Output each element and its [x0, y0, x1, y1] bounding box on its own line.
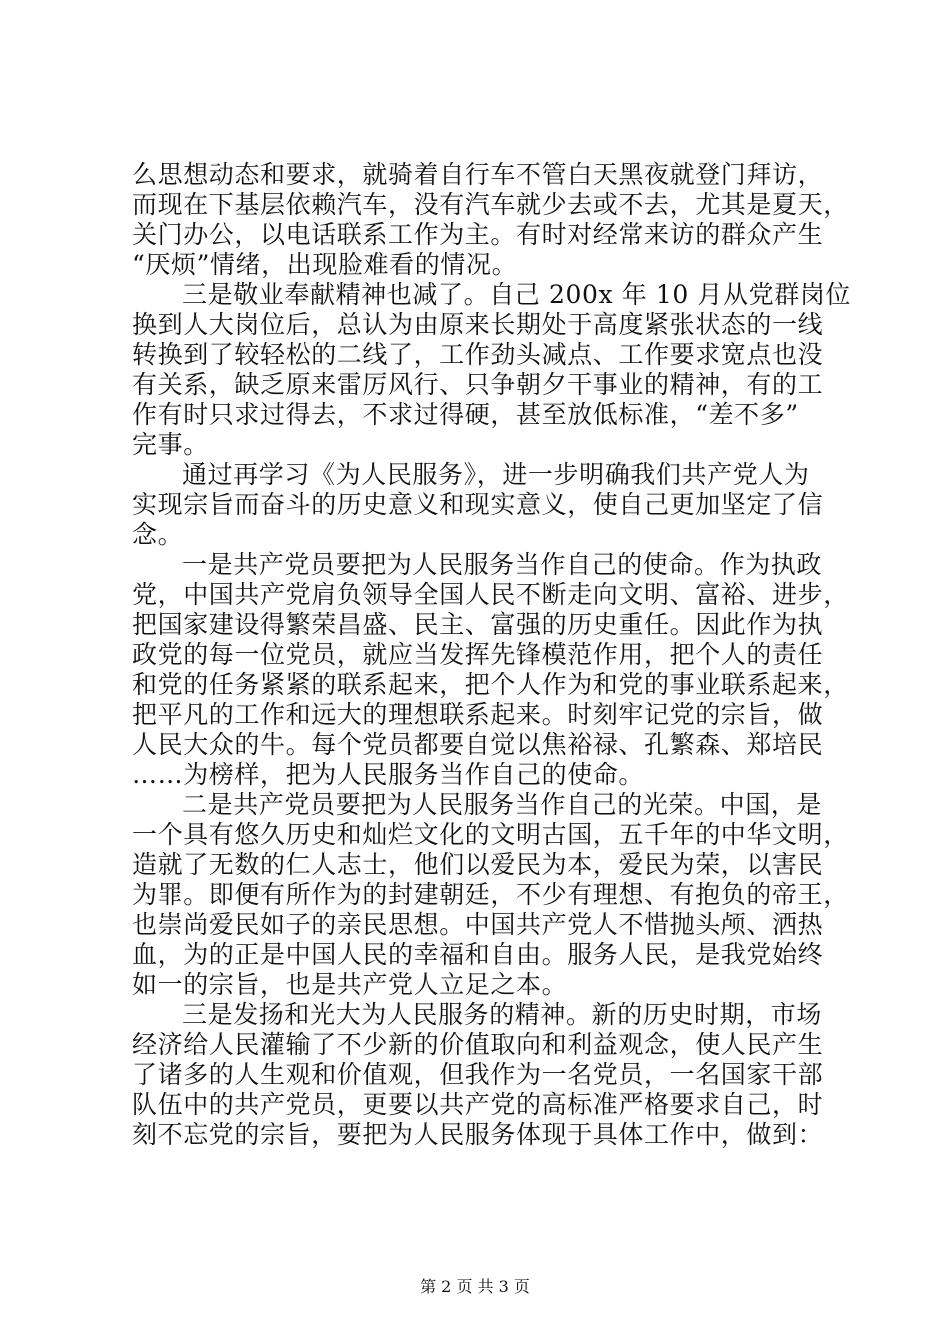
text-line: 通过再学习《为人民服务》，进一步明确我们共产党人为 — [182, 460, 810, 489]
text-line: 队伍中的共产党员，更要以共产党的高标准严格要求自己，时 — [132, 1090, 824, 1119]
text-line: 作有时只求过得去，不求过得硬，甚至放低标准，“差不多” — [132, 400, 799, 429]
text-line: 三是敬业奉献精神也减了。自己 200x 年 10 月从党群岗位 — [182, 280, 852, 309]
text-line: 和党的任务紧紧的联系起来，把个人作为和党的事业联系起来， — [132, 670, 849, 699]
text-line: 党，中国共产党肩负领导全国人民不断走向文明、富裕、进步， — [132, 580, 849, 609]
text-line: 三是发扬和光大为人民服务的精神。新的历史时期，市场 — [182, 1000, 823, 1029]
document-body — [132, 160, 852, 1150]
text-line: 二是共产党员要把为人民服务当作自己的光荣。中国，是 — [182, 790, 823, 819]
page-footer — [0, 1277, 950, 1297]
text-line: 有关系，缺乏原来雷厉风行、只争朝夕干事业的精神，有的工 — [132, 370, 824, 399]
page-number-label: 第 2 页 共 3 页 — [420, 1277, 530, 1296]
text-line: 了诸多的人生观和价值观，但我作为一名党员，一名国家干部 — [132, 1060, 824, 1089]
text-line: 血，为的正是中国人民的幸福和自由。服务人民，是我党始终 — [132, 940, 824, 969]
text-line: 转换到了较轻松的二线了，工作劲头减点、工作要求宽点也没 — [132, 340, 824, 369]
text-line: 如一的宗旨，也是共产党人立足之本。 — [132, 970, 568, 999]
text-line: 政党的每一位党员，就应当发挥先锋模范作用，把个人的责任 — [132, 640, 824, 669]
text-line: 把平凡的工作和远大的理想联系起来。时刻牢记党的宗旨，做 — [132, 700, 824, 729]
text-line: ……为榜样，把为人民服务当作自己的使命。 — [132, 760, 645, 789]
text-line: 换到人大岗位后，总认为由原来长期处于高度紧张状态的一线 — [132, 310, 824, 339]
text-line: 而现在下基层依赖汽车，没有汽车就少去或不去，尤其是夏天， — [132, 190, 849, 219]
text-line: 造就了无数的仁人志士，他们以爱民为本，爱民为荣，以害民 — [132, 850, 824, 879]
text-line: 关门办公，以电话联系工作为主。有时对经常来访的群众产生 — [132, 220, 824, 249]
text-line: 一是共产党员要把为人民服务当作自己的使命。作为执政 — [182, 550, 823, 579]
text-line: 为罪。即便有所作为的封建朝廷，不少有理想、有抱负的帝王， — [132, 880, 849, 909]
text-line: 也崇尚爱民如子的亲民思想。中国共产党人不惜抛头颅、洒热 — [132, 910, 824, 939]
text-line: 实现宗旨而奋斗的历史意义和现实意义，使自己更加坚定了信 — [132, 490, 824, 519]
text-line: 一个具有悠久历史和灿烂文化的文明古国，五千年的中华文明， — [132, 820, 849, 849]
text-line: 刻不忘党的宗旨，要把为人民服务体现于具体工作中，做到： — [132, 1120, 824, 1149]
text-line: 么思想动态和要求，就骑着自行车不管白天黑夜就登门拜访， — [132, 160, 824, 189]
text-line: “厌烦”情绪，出现脸难看的情况。 — [132, 250, 518, 279]
text-line: 人民大众的牛。每个党员都要自觉以焦裕禄、孔繁森、郑培民 — [132, 730, 824, 759]
text-line: 完事。 — [132, 430, 209, 459]
text-line: 念。 — [132, 520, 184, 549]
text-line: 把国家建设得繁荣昌盛、民主、富强的历史重任。因此作为执 — [132, 610, 824, 639]
text-line: 经济给人民灌输了不少新的价值取向和利益观念，使人民产生 — [132, 1030, 824, 1059]
